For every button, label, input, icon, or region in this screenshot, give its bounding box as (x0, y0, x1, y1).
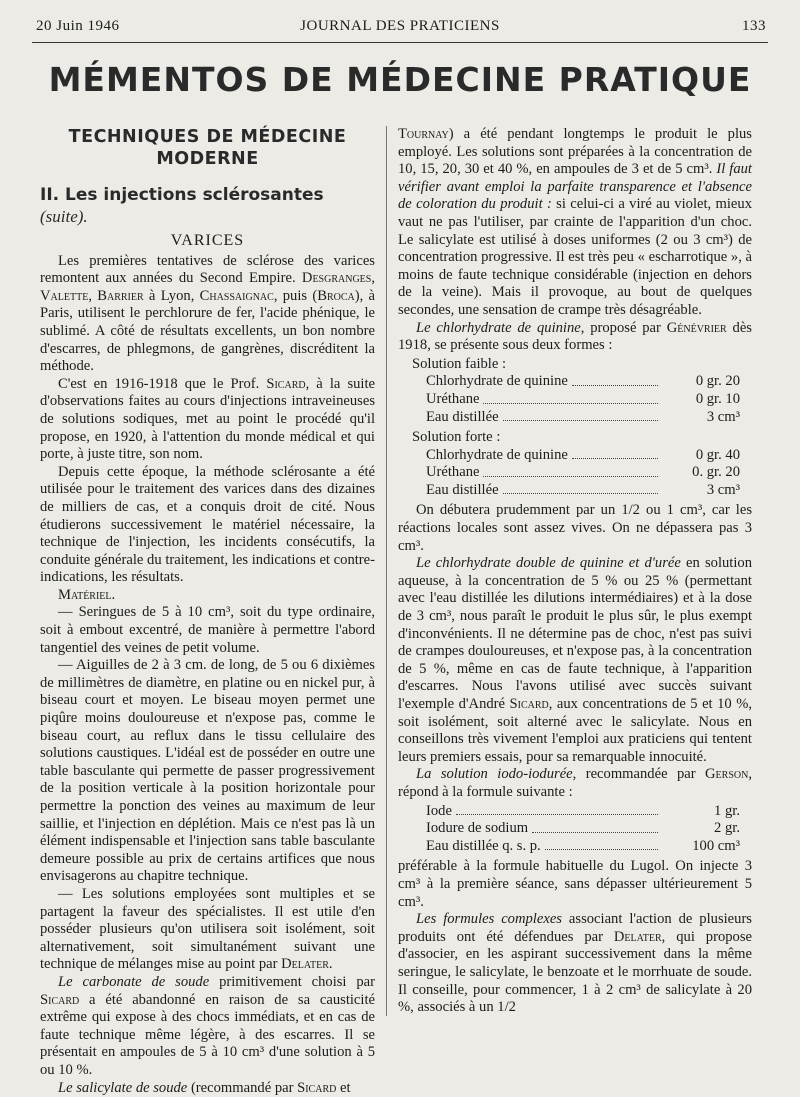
author-name: Sicard (40, 992, 79, 1008)
recipe-strong-solution (398, 429, 752, 499)
author-name: Valette (40, 288, 88, 304)
ingredient: Eau distillée q. s. p. (426, 838, 541, 856)
recipe-row (398, 838, 752, 856)
text: , (371, 270, 375, 286)
paragraph (398, 126, 752, 320)
text: ), à Paris, utilisent le perchlorure de fer, l'acide phénique, le sublimé. A côté de résultats excellents, un bon nombre d'escarres, de phlegmons, de gangrènes, discréditent la méthode. (40, 288, 375, 374)
ingredient: Chlorhydrate de quinine (426, 373, 568, 391)
author-name: Broca (317, 288, 355, 304)
text: , proposé par (581, 320, 667, 336)
dot-leader (532, 820, 658, 833)
paragraph: On débutera prudemment par un 1/2 ou 1 cm³, car les réactions locales sont assez vives. On ne dépassera pas 3 cm³. (398, 502, 752, 555)
paragraph: — Seringues de 5 à 10 cm³, soit du type ordinaire, soit à embout excentré, de manière à permettre l'abord tangentiel des veines de petit volume. (40, 604, 375, 657)
ingredient: Chlorhydrate de quinine (426, 447, 568, 465)
section-title-line-2: MODERNE (156, 149, 258, 169)
recipe-title: Solution forte : (398, 429, 752, 447)
ingredient: Eau distillée (426, 482, 499, 500)
product-name: Les formules complexes (416, 911, 562, 927)
dose: 2 gr. (662, 820, 752, 838)
right-column (398, 126, 752, 1017)
text: , aux concentrations de 5 et 10 %, soit isolément, soit alterné avec le salicylate. Nous en conseillons très vivement l'emploi aux praticiens qui tentent leurs premiers essais, pour sa remarquable innocuité. (398, 696, 752, 765)
ingredient: Uréthane (426, 391, 479, 409)
paragraph (398, 555, 752, 766)
recipe-row (398, 409, 752, 427)
dot-leader (456, 803, 658, 816)
text: , répond à la formule suivante : (398, 766, 752, 800)
dose: 0 gr. 40 (662, 447, 752, 465)
header-journal-title: JOURNAL DES PRATICIENS (32, 18, 768, 35)
author-name: Barrier (97, 288, 143, 304)
dot-leader (572, 373, 658, 386)
recipe-row (398, 820, 752, 838)
dot-leader (503, 482, 658, 495)
author-name: Sicard (266, 376, 305, 392)
paragraph (398, 766, 752, 801)
text: , puis ( (274, 288, 317, 304)
text: , à la suite d'observations faites au cours d'injections intraveineuses de solutions sodiques, met au point le procédé qu'il propose, en 1920, à l'attention du monde médical et qui porte, à juste titre, son nom. (40, 376, 375, 462)
ingredient: Eau distillée (426, 409, 499, 427)
dose: 3 cm³ (662, 409, 752, 427)
text: à Lyon, (144, 288, 200, 304)
dose: 0 gr. 10 (662, 391, 752, 409)
paragraph (40, 376, 375, 464)
varices-heading: VARICES (40, 232, 375, 250)
paragraph: Depuis cette époque, la méthode sclérosante a été utilisée pour le traitement des varices dans des dizaines de milliers de cas, et a conquis droit de cité. Nous étudierons successivement le matériel nécessaire, la technique de l'injection, les incidents consécutifs, la conduite générale du traitement, les indications et contre-indications, les résultats. (40, 464, 375, 587)
text: associant l'action de plusieurs produits ont été défendues par (398, 911, 752, 945)
text: , qui propose d'associer, en les aspirant successivement dans la même seringue, le salicylate, le benzoate et le morrhuate de soude. Il conseille, pour commencer, 1 à 2 cm³ de salicylate à 20 %, associés à un 1/2 (398, 929, 752, 1015)
header-date: 20 Juin 1946 (36, 18, 120, 35)
text: et (336, 1080, 350, 1096)
author-name: Desgranges (302, 270, 371, 286)
author-name: Génévrier (667, 320, 727, 336)
dot-leader (483, 464, 658, 477)
dot-leader (503, 409, 658, 422)
author-name: Gerson (705, 766, 748, 782)
product-name: Le chlorhydrate double de quinine et d'urée (416, 555, 681, 571)
paragraph (40, 974, 375, 1080)
ingredient: Iodure de sodium (426, 820, 528, 838)
section-title-line-1: TECHNIQUES DE MÉDECINE (69, 127, 347, 147)
product-name: Le carbonate de soude (58, 974, 209, 990)
subsection-title: II. Les injections sclérosantes (40, 185, 324, 205)
dose: 3 cm³ (662, 482, 752, 500)
dot-leader (572, 447, 658, 460)
text: . (329, 956, 333, 972)
paragraph (40, 1080, 375, 1097)
product-name: Le chlorhydrate de quinine (416, 320, 581, 336)
text: , recommandée par (573, 766, 705, 782)
recipe-weak-solution (398, 356, 752, 426)
text: a été abandonné en raison de sa causticité extrême qui expose à des chocs immédiats, et en cas de faute technique même légère, à des escarres. Il se présentait en ampoules de 5 à 10 cm³ d'une solution à 5 ou 10 %. (40, 992, 375, 1078)
dose: 0. gr. 20 (662, 464, 752, 482)
product-name: Le salicylate de soude (58, 1080, 187, 1096)
text: , (88, 288, 97, 304)
recipe-row (398, 482, 752, 500)
paragraph: — Aiguilles de 2 à 3 cm. de long, de 5 ou 6 dixièmes de millimètres de diamètre, en platine ou en nickel pur, à biseau court et moyen. Le biseau moyen permet une piqûre moins douloureuse et n'expose pas, comme le biseau court, au reflux dans le tissu cellulaire des solutions caustiques. L'idéal est de posséder en outre une table basculante qui permette de passer progressivement de la position verticale à la position horizontale pour permettre la ponction des veines au maximum de leur saillie, et l'injection en déplétion. Mais ce n'est pas là un élément indispensable et l'injection sans table basculante demeure possible au prix de certains artifices que nous envisagerons au chapitre technique. (40, 657, 375, 886)
text: Les premières tentatives de sclérose des varices remontent aux années du Second Empire. (40, 253, 375, 287)
author-name: Sicard (297, 1080, 336, 1096)
author-name: Tournay (398, 126, 449, 142)
author-name: Delater (281, 956, 329, 972)
header-rule (32, 42, 768, 43)
author-name: Sicard (510, 696, 549, 712)
text: (recommandé par (187, 1080, 297, 1096)
ingredient: Uréthane (426, 464, 479, 482)
main-title: MÉMENTOS DE MÉDECINE PRATIQUE (0, 60, 800, 99)
left-column (40, 126, 375, 1097)
text: dès 1918, se présente sous deux formes : (398, 320, 752, 354)
recipe-row (398, 803, 752, 821)
recipe-row (398, 447, 752, 465)
subsection-suffix: (suite). (40, 207, 88, 226)
text: ) a été pendant longtemps le produit le plus employé. Les solutions sont préparées à la concentration de 10, 15, 20, 30 et 40 %, en ampoules de 3 et de 5 cm³. (398, 126, 752, 177)
paragraph: préférable à la formule habituelle du Lugol. On injecte 3 cm³ à la première séance, sans dépasser ultérieurement 5 cm³. (398, 858, 752, 911)
paragraph (40, 253, 375, 376)
author-name: Chassaignac (200, 288, 274, 304)
dot-leader (545, 838, 658, 851)
text: si celui-ci a viré au violet, mieux vaut ne pas l'utiliser, par crainte de l'apparition d'un choc. Le salicylate est utilisé à doses uniformes (2 ou 3 cm³) de concentration progressive. Il est très peu « escharrotique », à moins de faute technique considérable (injection en dehors de la veine). Mais il provoque, au bout de quelques secondes, une sensation de crampe très désagréable. (398, 196, 752, 318)
recipe-title: Solution faible : (398, 356, 752, 374)
recipe-row (398, 464, 752, 482)
running-header (32, 18, 768, 38)
author-name: Delater (614, 929, 662, 945)
recipe-iodo-iodure (398, 803, 752, 856)
emphasis: Il faut vérifier avant emploi la parfaite transparence et l'absence de coloration du produit : (398, 161, 752, 212)
dose: 0 gr. 20 (662, 373, 752, 391)
paragraph (398, 911, 752, 1017)
recipe-row (398, 373, 752, 391)
text: C'est en 1916-1918 que le Prof. (58, 376, 266, 392)
text: primitivement choisi par (209, 974, 375, 990)
text: en solution aqueuse, à la concentration de 5 % ou 25 % (permettant avec l'eau distillée les dilutions intermédiaires) et à la dose de 3 cm³, nous paraît le produit le plus sûr, le plus exempt d'inconvénients. Il ne détermine pas de choc, n'est pas suivi de crampes douloureuses, et n'expose pas, à la concentration de 5 %, même en cas de faute technique, à l'apparition d'escarres. Nous l'avons utilisé avec succès suivant l'exemple d'André (398, 555, 752, 712)
section-title (40, 126, 375, 170)
column-divider (386, 126, 387, 1016)
recipe-row (398, 391, 752, 409)
dot-leader (483, 391, 658, 404)
dose: 100 cm³ (662, 838, 752, 856)
materiel-heading: Matériel. (40, 587, 375, 605)
product-name: La solution iodo-iodurée (416, 766, 573, 782)
paragraph (40, 886, 375, 974)
page-number: 133 (742, 18, 766, 35)
paragraph (398, 320, 752, 355)
subsection-heading (40, 184, 375, 228)
text: — Les solutions employées sont multiples et se partagent la faveur des spécialistes. Il est utile d'en posséder plusieurs qu'on utilisera soit isolément, soit alternativement, soit simultanément suivant une technique de mélanges mise au point par (40, 886, 375, 972)
ingredient: Iode (426, 803, 452, 821)
dose: 1 gr. (662, 803, 752, 821)
